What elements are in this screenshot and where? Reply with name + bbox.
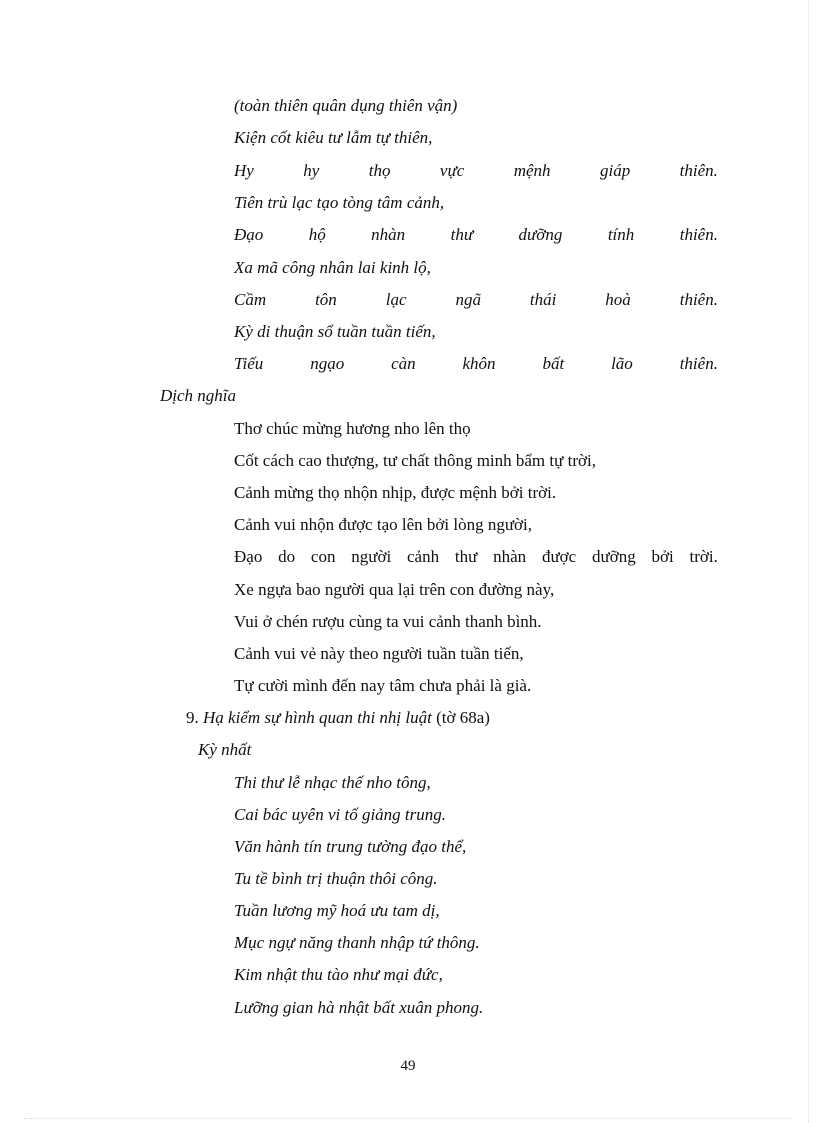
word: bởi bbox=[651, 547, 674, 566]
translation-line: Xe ngựa bao người qua lại trên con đường này, bbox=[234, 580, 555, 599]
word: dưỡng bbox=[518, 225, 563, 244]
word: ngã bbox=[455, 290, 481, 309]
translation-line: Tự cười mình đến nay tâm chưa phải là già. bbox=[234, 676, 532, 695]
word: khôn bbox=[462, 354, 496, 373]
poem-subtitle: (toàn thiên quân dụng thiên vận) bbox=[234, 96, 458, 115]
section-heading bbox=[186, 707, 490, 729]
word: người bbox=[351, 547, 392, 566]
translation-title: Thơ chúc mừng hương nho lên thọ bbox=[234, 419, 471, 438]
word: thiên. bbox=[679, 161, 718, 180]
translation-line bbox=[234, 546, 718, 568]
word: thiên. bbox=[679, 290, 718, 309]
word: do bbox=[278, 547, 296, 566]
word: dưỡng bbox=[592, 547, 636, 566]
word: cảnh bbox=[407, 547, 440, 566]
word: hy bbox=[303, 161, 320, 180]
translation-line: Vui ở chén rượu cùng ta vui cảnh thanh bình. bbox=[234, 612, 542, 631]
section-title: Hạ kiểm sự hình quan thi nhị luật bbox=[203, 708, 432, 727]
translation-line: Cảnh vui vẻ này theo người tuần tuần tiến, bbox=[234, 644, 524, 663]
word: Đạo bbox=[234, 225, 264, 244]
page-number: 49 bbox=[400, 1058, 416, 1074]
poem-line: Tiên trù lạc tạo tòng tâm cảnh, bbox=[234, 193, 445, 212]
word: hộ bbox=[308, 225, 326, 244]
section-source: (tờ 68a) bbox=[436, 708, 490, 727]
word: vực bbox=[439, 161, 465, 180]
word: Tiếu bbox=[234, 354, 264, 373]
word: mệnh bbox=[513, 161, 551, 180]
poem-line bbox=[234, 353, 718, 375]
section-number: 9. bbox=[186, 708, 199, 727]
poem-line: Thi thư lễ nhạc thế nho tông, bbox=[234, 773, 431, 792]
poem-line: Cai bác uyên vi tố giảng trung. bbox=[234, 805, 447, 824]
word: giáp bbox=[600, 161, 631, 180]
word: con bbox=[310, 547, 336, 566]
word: thái bbox=[529, 290, 557, 309]
word: thọ bbox=[368, 161, 391, 180]
word: Cầm bbox=[234, 290, 267, 309]
translation-heading: Dịch nghĩa bbox=[160, 386, 237, 405]
poem-line bbox=[234, 224, 718, 246]
poem-line: Lưỡng gian hà nhật bất xuân phong. bbox=[234, 998, 484, 1017]
word: càn bbox=[391, 354, 416, 373]
word: bất bbox=[542, 354, 565, 373]
word: thư bbox=[454, 547, 478, 566]
word: hoà bbox=[605, 290, 631, 309]
poem-line: Kiện cốt kiêu tư lẫm tự thiên, bbox=[234, 128, 433, 147]
translation-line: Cốt cách cao thượng, tư chất thông minh bẩm tự trời, bbox=[234, 451, 596, 470]
poem-line: Văn hành tín trung tường đạo thể, bbox=[234, 837, 467, 856]
poem-line: Tu tề bình trị thuận thôi công. bbox=[234, 869, 438, 888]
word: Đạo bbox=[234, 547, 263, 566]
page-edge-divider bbox=[24, 1118, 792, 1119]
word: thiên. bbox=[679, 225, 718, 244]
word: thư bbox=[450, 225, 474, 244]
page-edge-divider bbox=[808, 0, 809, 1123]
poem-line: Xa mã công nhân lai kinh lộ, bbox=[234, 258, 431, 277]
word: nhàn bbox=[371, 225, 406, 244]
word: Hy bbox=[234, 161, 254, 180]
sub-heading: Kỳ nhất bbox=[198, 740, 252, 759]
word: nhàn bbox=[493, 547, 527, 566]
poem-line: Mục ngự năng thanh nhập tứ thông. bbox=[234, 933, 480, 952]
word: lạc bbox=[385, 290, 407, 309]
word: ngạo bbox=[310, 354, 345, 373]
translation-line: Cảnh vui nhộn được tạo lên bởi lòng người, bbox=[234, 515, 533, 534]
poem-line: Kim nhật thu tào như mại đức, bbox=[234, 965, 443, 984]
poem-line bbox=[234, 289, 718, 311]
word: được bbox=[541, 547, 577, 566]
word: tôn bbox=[315, 290, 337, 309]
poem-line: Tuần lương mỹ hoá ưu tam dị, bbox=[234, 901, 440, 920]
word: tính bbox=[607, 225, 635, 244]
poem-line bbox=[234, 160, 718, 182]
word: thiên. bbox=[679, 354, 718, 373]
translation-line: Cảnh mừng thọ nhộn nhịp, được mệnh bởi trời. bbox=[234, 483, 557, 502]
word: trời. bbox=[689, 547, 718, 566]
word: lão bbox=[611, 354, 633, 373]
poem-line: Kỳ di thuận sổ tuần tuần tiến, bbox=[234, 322, 436, 341]
